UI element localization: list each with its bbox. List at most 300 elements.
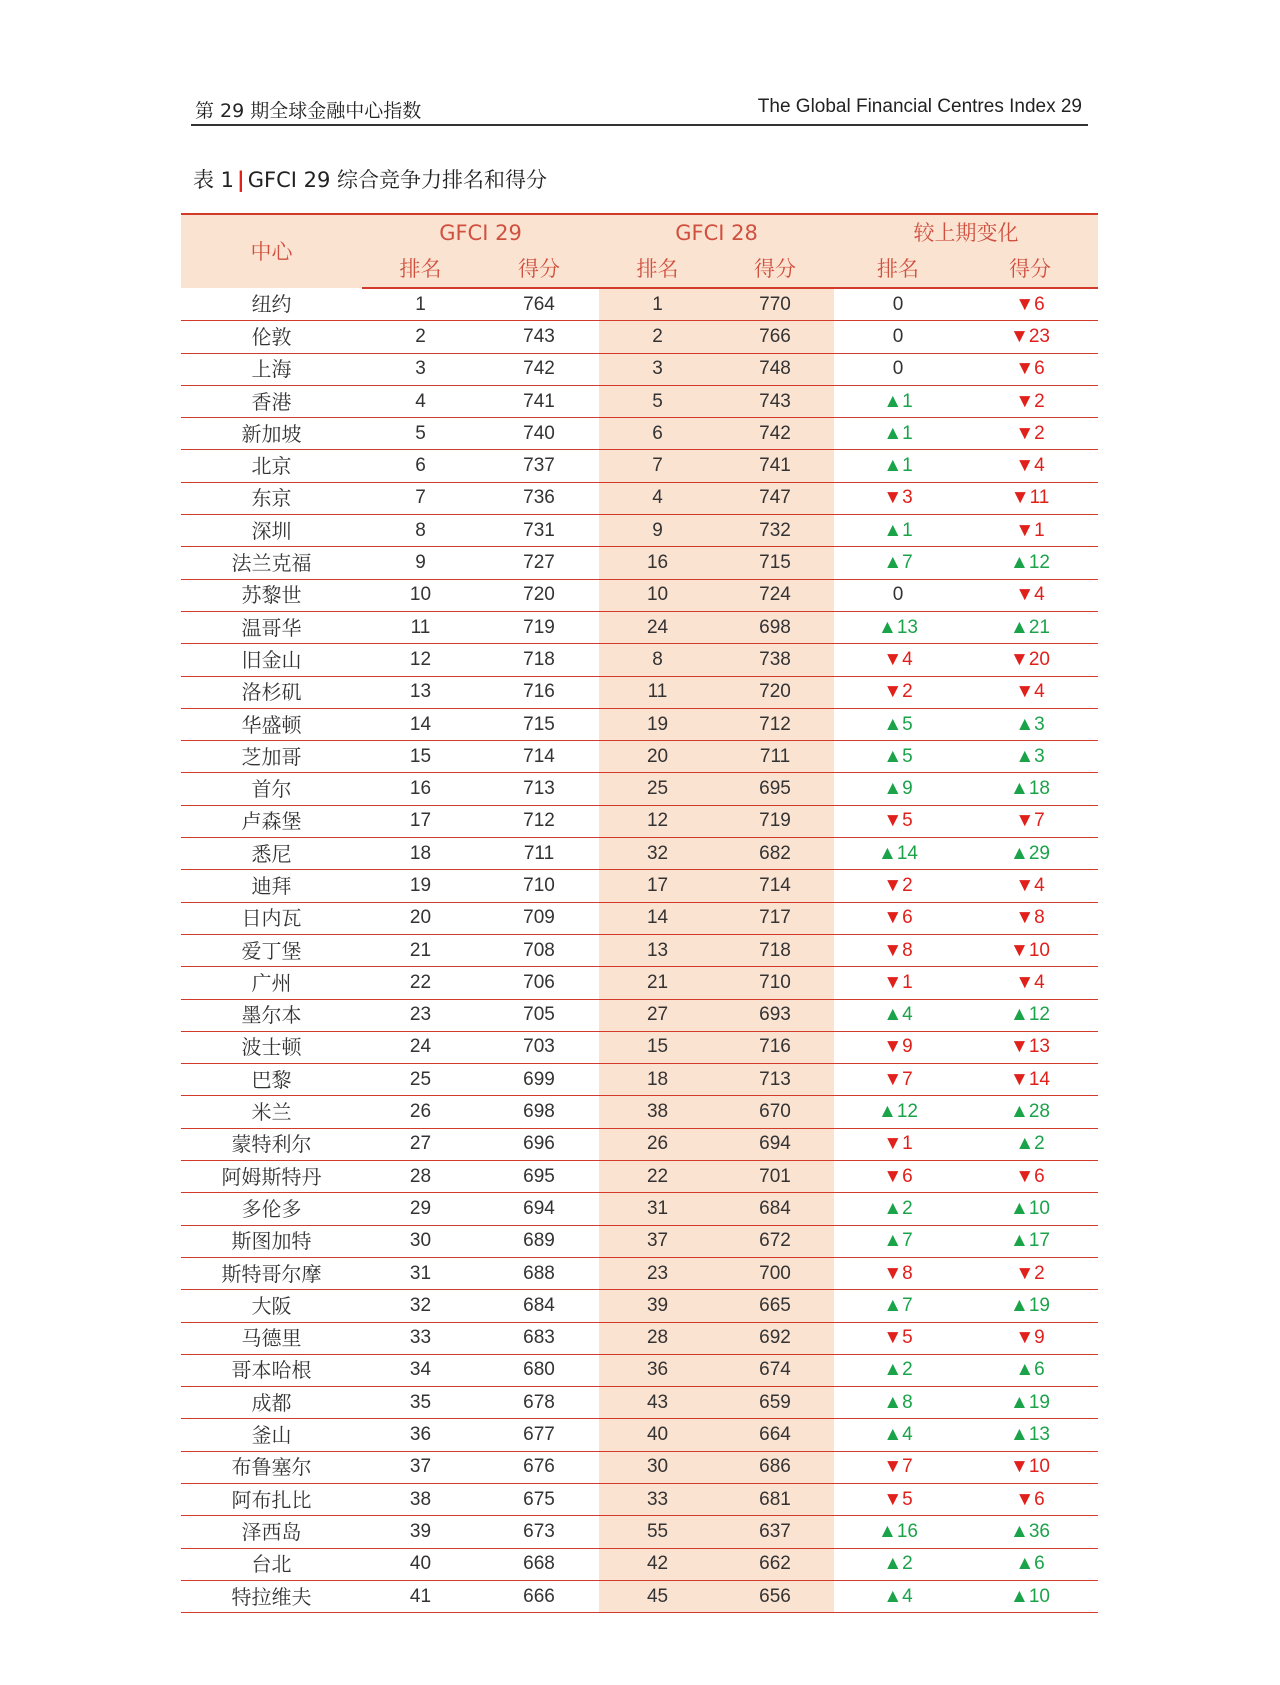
table-row	[181, 611, 1098, 643]
table-row	[181, 999, 1098, 1031]
cell-score-28: 770	[716, 288, 834, 321]
cell-rank-29: 36	[362, 1419, 479, 1451]
cell-rank-28: 5	[599, 385, 716, 417]
table-row	[181, 870, 1098, 902]
cell-center: 大阪	[181, 1290, 362, 1322]
cell-center: 哥本哈根	[181, 1354, 362, 1386]
cell-rank-28: 30	[599, 1451, 716, 1483]
cell-score-29: 740	[479, 418, 599, 450]
cell-rank-29: 17	[362, 805, 479, 837]
cell-score-28: 743	[716, 385, 834, 417]
cell-rank-29: 10	[362, 579, 479, 611]
cell-score-change: ▲36	[962, 1516, 1098, 1548]
table-row	[181, 288, 1098, 321]
cell-rank-change: ▲14	[834, 838, 962, 870]
cell-rank-29: 6	[362, 450, 479, 482]
cell-rank-28: 31	[599, 1193, 716, 1225]
caption-bar: |	[237, 168, 245, 192]
cell-center: 墨尔本	[181, 999, 362, 1031]
cell-score-29: 709	[479, 902, 599, 934]
cell-rank-change: ▲1	[834, 418, 962, 450]
cell-rank-change: ▲4	[834, 1580, 962, 1612]
cell-rank-change: ▼5	[834, 805, 962, 837]
cell-score-change: ▼20	[962, 644, 1098, 676]
table-row	[181, 450, 1098, 482]
cell-rank-29: 28	[362, 1161, 479, 1193]
cell-rank-change: 0	[834, 288, 962, 321]
table-row	[181, 547, 1098, 579]
cell-rank-28: 8	[599, 644, 716, 676]
cell-rank-28: 26	[599, 1128, 716, 1160]
cell-rank-change: ▼7	[834, 1451, 962, 1483]
table-row	[181, 1257, 1098, 1289]
cell-rank-change: ▲2	[834, 1193, 962, 1225]
cell-score-29: 703	[479, 1031, 599, 1063]
cell-rank-29: 1	[362, 288, 479, 321]
subheader-rank-29: 排名	[362, 251, 479, 288]
cell-score-29: 689	[479, 1225, 599, 1257]
cell-score-28: 711	[716, 741, 834, 773]
cell-center: 泽西岛	[181, 1516, 362, 1548]
table-row	[181, 1322, 1098, 1354]
cell-rank-change: ▼1	[834, 967, 962, 999]
header-title-en: The Global Financial Centres Index 29	[757, 96, 1082, 117]
cell-center: 伦敦	[181, 321, 362, 353]
cell-rank-29: 14	[362, 708, 479, 740]
cell-score-28: 738	[716, 644, 834, 676]
cell-score-change: ▲6	[962, 1548, 1098, 1580]
cell-center: 成都	[181, 1387, 362, 1419]
cell-rank-change: ▼6	[834, 902, 962, 934]
cell-rank-change: ▼8	[834, 934, 962, 966]
cell-center: 台北	[181, 1548, 362, 1580]
cell-rank-28: 27	[599, 999, 716, 1031]
cell-rank-29: 20	[362, 902, 479, 934]
cell-center: 东京	[181, 482, 362, 514]
table-row	[181, 838, 1098, 870]
group-header-gfci29: GFCI 29	[439, 221, 522, 245]
table-row	[181, 579, 1098, 611]
table-row	[181, 1161, 1098, 1193]
cell-rank-29: 41	[362, 1580, 479, 1612]
cell-score-28: 672	[716, 1225, 834, 1257]
cell-score-29: 696	[479, 1128, 599, 1160]
table-caption	[193, 164, 547, 194]
cell-rank-change: ▼9	[834, 1031, 962, 1063]
cell-center: 新加坡	[181, 418, 362, 450]
cell-rank-28: 17	[599, 870, 716, 902]
cell-center: 米兰	[181, 1096, 362, 1128]
table-row	[181, 773, 1098, 805]
cell-score-change: ▼6	[962, 1161, 1098, 1193]
subheader-score-change: 得分	[962, 251, 1098, 288]
cell-rank-change: ▼7	[834, 1064, 962, 1096]
cell-score-28: 659	[716, 1387, 834, 1419]
table-row	[181, 482, 1098, 514]
cell-score-28: 710	[716, 967, 834, 999]
cell-score-28: 674	[716, 1354, 834, 1386]
cell-score-28: 665	[716, 1290, 834, 1322]
cell-rank-28: 23	[599, 1257, 716, 1289]
cell-score-28: 686	[716, 1451, 834, 1483]
table-row	[181, 1290, 1098, 1322]
cell-score-29: 680	[479, 1354, 599, 1386]
cell-score-change: ▲13	[962, 1419, 1098, 1451]
table-row	[181, 741, 1098, 773]
cell-score-29: 684	[479, 1290, 599, 1322]
cell-score-change: ▼4	[962, 967, 1098, 999]
cell-center: 洛杉矶	[181, 676, 362, 708]
cell-rank-28: 2	[599, 321, 716, 353]
cell-score-29: 694	[479, 1193, 599, 1225]
cell-rank-28: 38	[599, 1096, 716, 1128]
cell-score-28: 698	[716, 611, 834, 643]
cell-rank-29: 26	[362, 1096, 479, 1128]
cell-rank-28: 13	[599, 934, 716, 966]
cell-rank-change: 0	[834, 353, 962, 385]
cell-score-change: ▼23	[962, 321, 1098, 353]
cell-score-28: 716	[716, 1031, 834, 1063]
cell-score-29: 695	[479, 1161, 599, 1193]
cell-rank-28: 4	[599, 482, 716, 514]
cell-score-change: ▲19	[962, 1290, 1098, 1322]
cell-center: 首尔	[181, 773, 362, 805]
cell-center: 深圳	[181, 515, 362, 547]
table-row	[181, 902, 1098, 934]
cell-score-29: 683	[479, 1322, 599, 1354]
table-row	[181, 515, 1098, 547]
cell-rank-29: 16	[362, 773, 479, 805]
cell-score-change: ▼2	[962, 418, 1098, 450]
cell-score-29: 678	[479, 1387, 599, 1419]
cell-score-29: 742	[479, 353, 599, 385]
cell-score-change: ▲6	[962, 1354, 1098, 1386]
cell-center: 上海	[181, 353, 362, 385]
cell-center: 斯图加特	[181, 1225, 362, 1257]
cell-center: 芝加哥	[181, 741, 362, 773]
cell-rank-28: 42	[599, 1548, 716, 1580]
cell-center: 阿姆斯特丹	[181, 1161, 362, 1193]
cell-rank-29: 5	[362, 418, 479, 450]
cell-center: 卢森堡	[181, 805, 362, 837]
cell-score-28: 714	[716, 870, 834, 902]
cell-score-28: 656	[716, 1580, 834, 1612]
cell-rank-29: 9	[362, 547, 479, 579]
cell-rank-29: 38	[362, 1483, 479, 1515]
cell-rank-28: 12	[599, 805, 716, 837]
cell-center: 马德里	[181, 1322, 362, 1354]
cell-rank-28: 11	[599, 676, 716, 708]
cell-score-29: 743	[479, 321, 599, 353]
cell-rank-change: ▲16	[834, 1516, 962, 1548]
cell-rank-change: ▲13	[834, 611, 962, 643]
table-body	[181, 288, 1098, 1613]
cell-score-change: ▲21	[962, 611, 1098, 643]
cell-center: 温哥华	[181, 611, 362, 643]
cell-center: 波士顿	[181, 1031, 362, 1063]
cell-center: 纽约	[181, 288, 362, 321]
cell-score-28: 724	[716, 579, 834, 611]
cell-score-29: 666	[479, 1580, 599, 1612]
cell-score-change: ▼2	[962, 385, 1098, 417]
cell-rank-change: ▲2	[834, 1548, 962, 1580]
cell-score-29: 736	[479, 482, 599, 514]
table-row	[181, 353, 1098, 385]
cell-center: 蒙特利尔	[181, 1128, 362, 1160]
cell-score-29: 718	[479, 644, 599, 676]
cell-rank-28: 1	[599, 288, 716, 321]
cell-center: 北京	[181, 450, 362, 482]
cell-score-29: 715	[479, 708, 599, 740]
cell-score-28: 694	[716, 1128, 834, 1160]
cell-rank-28: 36	[599, 1354, 716, 1386]
cell-center: 旧金山	[181, 644, 362, 676]
cell-score-change: ▼11	[962, 482, 1098, 514]
cell-rank-29: 31	[362, 1257, 479, 1289]
cell-rank-28: 19	[599, 708, 716, 740]
cell-score-28: 693	[716, 999, 834, 1031]
cell-center: 华盛顿	[181, 708, 362, 740]
cell-rank-28: 20	[599, 741, 716, 773]
cell-center: 苏黎世	[181, 579, 362, 611]
cell-rank-change: ▲1	[834, 515, 962, 547]
cell-center: 香港	[181, 385, 362, 417]
cell-center: 布鲁塞尔	[181, 1451, 362, 1483]
cell-score-28: 662	[716, 1548, 834, 1580]
cell-rank-29: 2	[362, 321, 479, 353]
cell-rank-28: 3	[599, 353, 716, 385]
cell-score-29: 741	[479, 385, 599, 417]
cell-score-change: ▼7	[962, 805, 1098, 837]
cell-rank-28: 32	[599, 838, 716, 870]
cell-rank-29: 35	[362, 1387, 479, 1419]
subheader-score-28: 得分	[716, 251, 834, 288]
table-row	[181, 967, 1098, 999]
caption-prefix: 表 1	[193, 168, 235, 192]
table-row	[181, 1516, 1098, 1548]
cell-score-change: ▲10	[962, 1580, 1098, 1612]
cell-score-change: ▼4	[962, 579, 1098, 611]
cell-score-28: 684	[716, 1193, 834, 1225]
cell-rank-change: ▲7	[834, 1290, 962, 1322]
cell-rank-change: ▼6	[834, 1161, 962, 1193]
cell-score-change: ▼10	[962, 1451, 1098, 1483]
cell-score-28: 717	[716, 902, 834, 934]
cell-rank-29: 32	[362, 1290, 479, 1322]
cell-rank-change: ▼2	[834, 870, 962, 902]
table-row	[181, 1128, 1098, 1160]
cell-score-29: 675	[479, 1483, 599, 1515]
cell-score-29: 711	[479, 838, 599, 870]
subheader-rank-change: 排名	[834, 251, 962, 288]
cell-score-change: ▼2	[962, 1257, 1098, 1289]
cell-rank-29: 8	[362, 515, 479, 547]
cell-rank-28: 16	[599, 547, 716, 579]
cell-rank-change: ▲7	[834, 1225, 962, 1257]
cell-center: 爱丁堡	[181, 934, 362, 966]
cell-score-29: 727	[479, 547, 599, 579]
cell-rank-28: 7	[599, 450, 716, 482]
cell-score-28: 670	[716, 1096, 834, 1128]
cell-score-28: 742	[716, 418, 834, 450]
cell-center: 日内瓦	[181, 902, 362, 934]
cell-rank-29: 40	[362, 1548, 479, 1580]
cell-score-change: ▼6	[962, 353, 1098, 385]
cell-rank-change: ▲1	[834, 450, 962, 482]
cell-score-28: 700	[716, 1257, 834, 1289]
cell-rank-29: 29	[362, 1193, 479, 1225]
cell-rank-change: ▼2	[834, 676, 962, 708]
cell-score-29: 720	[479, 579, 599, 611]
cell-score-29: 706	[479, 967, 599, 999]
cell-score-change: ▲10	[962, 1193, 1098, 1225]
cell-score-29: 714	[479, 741, 599, 773]
cell-score-28: 747	[716, 482, 834, 514]
caption-title: GFCI 29 综合竞争力排名和得分	[247, 168, 547, 192]
table-row	[181, 934, 1098, 966]
cell-rank-29: 25	[362, 1064, 479, 1096]
cell-rank-29: 37	[362, 1451, 479, 1483]
cell-rank-change: ▼3	[834, 482, 962, 514]
cell-rank-28: 21	[599, 967, 716, 999]
cell-score-28: 681	[716, 1483, 834, 1515]
cell-score-28: 741	[716, 450, 834, 482]
cell-score-28: 748	[716, 353, 834, 385]
cell-center: 广州	[181, 967, 362, 999]
cell-score-29: 668	[479, 1548, 599, 1580]
cell-score-28: 712	[716, 708, 834, 740]
table-row	[181, 1096, 1098, 1128]
subheader-rank-28: 排名	[599, 251, 716, 288]
cell-rank-change: ▲5	[834, 708, 962, 740]
cell-score-change: ▲18	[962, 773, 1098, 805]
table-row	[181, 1031, 1098, 1063]
cell-score-29: 698	[479, 1096, 599, 1128]
cell-score-28: 766	[716, 321, 834, 353]
table-row	[181, 805, 1098, 837]
table-row	[181, 1580, 1098, 1612]
cell-rank-28: 14	[599, 902, 716, 934]
cell-score-29: 731	[479, 515, 599, 547]
gfci-table	[181, 213, 1098, 1613]
cell-rank-29: 15	[362, 741, 479, 773]
cell-score-change: ▼4	[962, 870, 1098, 902]
cell-score-29: 716	[479, 676, 599, 708]
cell-score-change: ▼14	[962, 1064, 1098, 1096]
cell-score-29: 688	[479, 1257, 599, 1289]
cell-score-change: ▼4	[962, 676, 1098, 708]
cell-rank-29: 11	[362, 611, 479, 643]
table-row	[181, 1193, 1098, 1225]
cell-rank-28: 22	[599, 1161, 716, 1193]
cell-score-28: 692	[716, 1322, 834, 1354]
cell-rank-28: 24	[599, 611, 716, 643]
cell-rank-28: 37	[599, 1225, 716, 1257]
cell-score-change: ▼10	[962, 934, 1098, 966]
group-header-gfci28: GFCI 28	[675, 221, 758, 245]
cell-rank-29: 21	[362, 934, 479, 966]
cell-score-29: 708	[479, 934, 599, 966]
table-row	[181, 1451, 1098, 1483]
cell-rank-28: 18	[599, 1064, 716, 1096]
table-row	[181, 385, 1098, 417]
cell-rank-29: 30	[362, 1225, 479, 1257]
cell-rank-29: 34	[362, 1354, 479, 1386]
cell-score-29: 710	[479, 870, 599, 902]
cell-rank-29: 12	[362, 644, 479, 676]
cell-rank-change: ▲7	[834, 547, 962, 579]
cell-score-change: ▲17	[962, 1225, 1098, 1257]
cell-rank-change: ▲1	[834, 385, 962, 417]
col-header-center: 中心	[250, 239, 293, 264]
cell-rank-change: ▲4	[834, 1419, 962, 1451]
cell-score-change: ▲3	[962, 741, 1098, 773]
cell-rank-29: 13	[362, 676, 479, 708]
cell-center: 悉尼	[181, 838, 362, 870]
subheader-score-29: 得分	[479, 251, 599, 288]
cell-rank-change: ▼8	[834, 1257, 962, 1289]
cell-score-28: 637	[716, 1516, 834, 1548]
table-row	[181, 644, 1098, 676]
cell-score-29: 719	[479, 611, 599, 643]
cell-score-29: 705	[479, 999, 599, 1031]
cell-score-29: 713	[479, 773, 599, 805]
cell-rank-change: ▼5	[834, 1322, 962, 1354]
cell-score-change: ▲19	[962, 1387, 1098, 1419]
cell-rank-28: 10	[599, 579, 716, 611]
cell-score-change: ▲2	[962, 1128, 1098, 1160]
cell-score-change: ▲12	[962, 999, 1098, 1031]
cell-score-28: 701	[716, 1161, 834, 1193]
cell-rank-29: 19	[362, 870, 479, 902]
cell-center: 法兰克福	[181, 547, 362, 579]
table-row	[181, 1387, 1098, 1419]
cell-rank-change: 0	[834, 579, 962, 611]
table-row	[181, 321, 1098, 353]
cell-rank-29: 7	[362, 482, 479, 514]
header-title-cn: 第 29 期全球金融中心指数	[195, 100, 422, 122]
cell-rank-28: 33	[599, 1483, 716, 1515]
table-row	[181, 676, 1098, 708]
table-row	[181, 1354, 1098, 1386]
cell-score-change: ▼8	[962, 902, 1098, 934]
table-row	[181, 1225, 1098, 1257]
cell-rank-change: 0	[834, 321, 962, 353]
cell-score-change: ▼13	[962, 1031, 1098, 1063]
cell-rank-28: 15	[599, 1031, 716, 1063]
cell-rank-change: ▲5	[834, 741, 962, 773]
table-row	[181, 1548, 1098, 1580]
cell-score-change: ▲3	[962, 708, 1098, 740]
cell-rank-29: 23	[362, 999, 479, 1031]
cell-center: 多伦多	[181, 1193, 362, 1225]
cell-score-28: 732	[716, 515, 834, 547]
group-header-change: 较上期变化	[913, 221, 1019, 245]
cell-rank-29: 4	[362, 385, 479, 417]
cell-rank-29: 39	[362, 1516, 479, 1548]
cell-rank-28: 39	[599, 1290, 716, 1322]
table-row	[181, 708, 1098, 740]
cell-rank-29: 22	[362, 967, 479, 999]
cell-score-28: 695	[716, 773, 834, 805]
cell-center: 釜山	[181, 1419, 362, 1451]
cell-score-29: 737	[479, 450, 599, 482]
cell-score-29: 712	[479, 805, 599, 837]
cell-score-change: ▼6	[962, 288, 1098, 321]
cell-score-change: ▲28	[962, 1096, 1098, 1128]
cell-rank-change: ▼4	[834, 644, 962, 676]
cell-rank-change: ▼1	[834, 1128, 962, 1160]
